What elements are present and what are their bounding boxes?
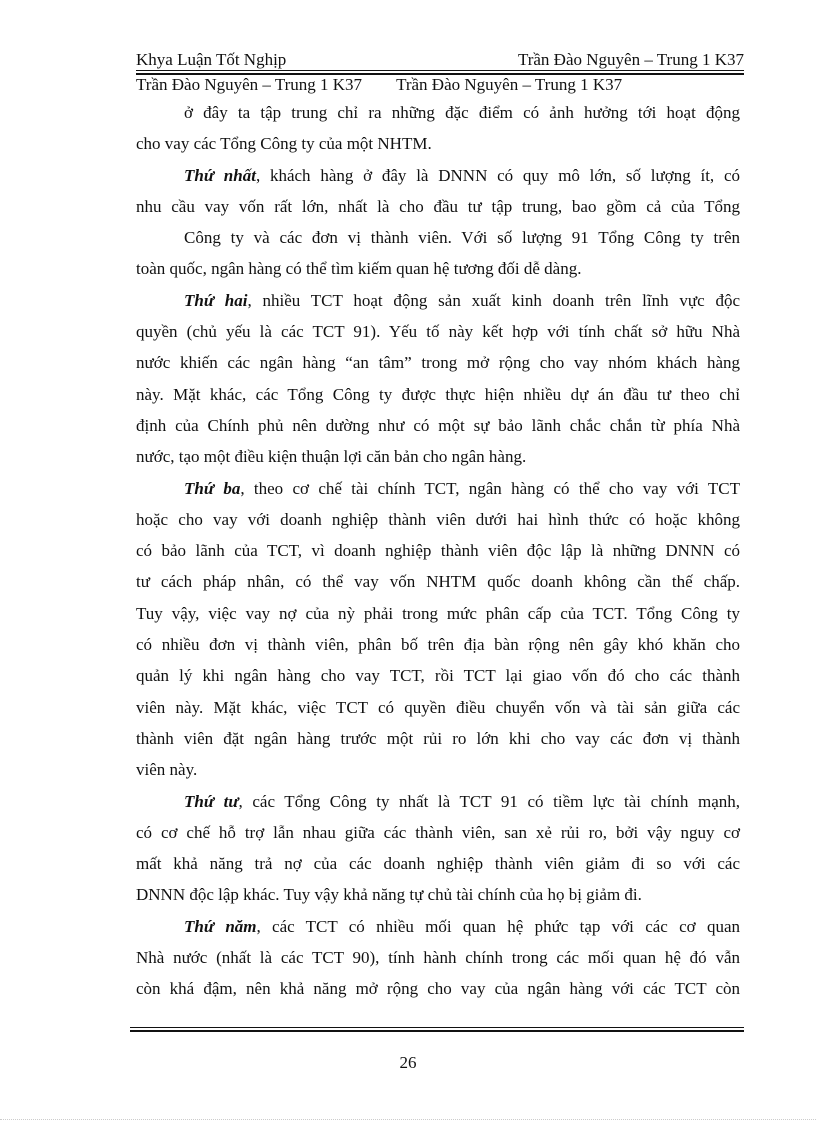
text-line: Tuy vậy, việc vay nợ của nỳ phải trong mức phân cấp của TCT. Tổng Công ty (136, 603, 740, 623)
text-line: nước khiến các ngân hàng “an tâm” trong mở rộng cho vay nhóm khách hàng (136, 353, 740, 373)
header-repeat-row (136, 75, 744, 95)
text-line: Nhà nước (nhất là các TCT 90), tính hành chính trong các mối quan hệ đó vẫn (136, 948, 740, 968)
paragraph-first (136, 160, 740, 191)
text-line: còn khá đậm, nên khả năng mở rộng cho vay của ngân hàng với các TCT còn (136, 979, 740, 999)
text-line: này. Mặt khác, các Tổng Công ty được thực hiện nhiều dự án đầu tư theo chỉ (136, 384, 740, 404)
text-line: cho vay các Tổng Công ty của một NHTM. (136, 134, 432, 154)
paragraph-lead: Thứ ba (184, 478, 241, 498)
paragraph-fourth (136, 786, 740, 817)
text-line: tư cách pháp nhân, có thể vay vốn NHTM quốc doanh không cần thế chấp. (136, 572, 740, 592)
paragraph-lead: Thứ tư (184, 791, 239, 811)
text-line: có nhiều đơn vị thành viên, phân bố trên địa bàn rộng nên gây khó khăn cho (136, 635, 740, 655)
header-author-repeat-2: Trần Đào Nguyên – Trung 1 K37 (396, 75, 623, 94)
page-number: 26 (399, 1053, 417, 1072)
paragraph-fifth (136, 911, 740, 942)
paragraph-third (136, 473, 740, 504)
header-top-row (136, 50, 744, 70)
text-run: , theo cơ chế tài chính TCT, ngân hàng có thể cho vay với TCT (240, 478, 740, 498)
text-line: viên này. (136, 760, 198, 780)
paragraph-lead: Thứ nhất (184, 165, 256, 185)
text-line: viên này. Mặt khác, việc TCT có quyền điều chuyển vốn và tài sản giữa các (136, 697, 740, 717)
footer-rule-thick (130, 1030, 744, 1032)
paragraph-lead: Thứ năm (184, 916, 257, 936)
header-author-repeat-1: Trần Đào Nguyên – Trung 1 K37 (136, 75, 363, 94)
text-run: , các Tổng Công ty nhất là TCT 91 có tiềm lực tài chính mạnh, (238, 791, 740, 811)
paragraph-lead: Thứ hai (184, 290, 248, 310)
text-line: ở đây ta tập trung chỉ ra những đặc điểm có ảnh hưởng tới hoạt động (184, 103, 740, 122)
footer-rule-thin (130, 1027, 744, 1028)
text-line: định của Chính phủ nên dường như có một sự bảo lãnh chắc chắn từ phía Nhà (136, 415, 740, 435)
text-run: , khách hàng ở đây là DNNN có quy mô lớn, số lượng ít, có (255, 165, 740, 185)
text-line: có cơ chế hỗ trợ lẫn nhau giữa các thành viên, san xẻ rủi ro, bởi vậy nguy cơ (136, 822, 740, 842)
text-line: nước, tạo một điều kiện thuận lợi căn bản cho ngân hàng. (136, 447, 527, 467)
text-line: mất khả năng trả nợ của các doanh nghiệp thành viên giảm đi so với các (136, 854, 740, 874)
text-run: , nhiều TCT hoạt động sản xuất kinh doanh trên lĩnh vực độc (247, 290, 740, 310)
header-thesis-title: Khya Luận Tốt Nghịp (136, 50, 287, 69)
text-line: quyền (chủ yếu là các TCT 91). Yếu tố này kết hợp với tính chất sở hữu Nhà (136, 322, 740, 342)
text-line: quản lý khi ngân hàng cho vay TCT, rồi TCT lại giao vốn đó cho các thành (136, 666, 740, 686)
header-author: Trần Đào Nguyên – Trung 1 K37 (517, 50, 744, 69)
page-header (136, 50, 744, 94)
text-run: , các TCT có nhiều mối quan hệ phức tạp với các cơ quan (256, 916, 740, 936)
text-line: Công ty và các đơn vị thành viên. Với số lượng 91 Tổng Công ty trên (184, 228, 740, 248)
text-line: nhu cầu vay vốn rất lớn, nhất là cho đầu tư tập trung, bao gồm cả của Tổng (136, 196, 740, 216)
text-line: thành viên đặt ngân hàng trước một rủi ro lớn khi cho vay các đơn vị thành (136, 728, 740, 748)
text-line: DNNN độc lập khác. Tuy vậy khả năng tự chủ tài chính của họ bị giảm đi. (136, 885, 642, 905)
page-bottom-border (0, 1119, 816, 1120)
text-line: toàn quốc, ngân hàng có thể tìm kiếm quan hệ tương đối dễ dàng. (136, 259, 582, 279)
text-line: hoặc cho vay với doanh nghiệp thành viên dưới hai hình thức có hoặc không (136, 509, 740, 529)
paragraph-second (136, 285, 740, 316)
header-rule-thin (136, 70, 744, 71)
text-line: có bảo lãnh của TCT, vì doanh nghiệp thành viên độc lập là những DNNN có (136, 541, 740, 561)
body-text (136, 97, 740, 1005)
